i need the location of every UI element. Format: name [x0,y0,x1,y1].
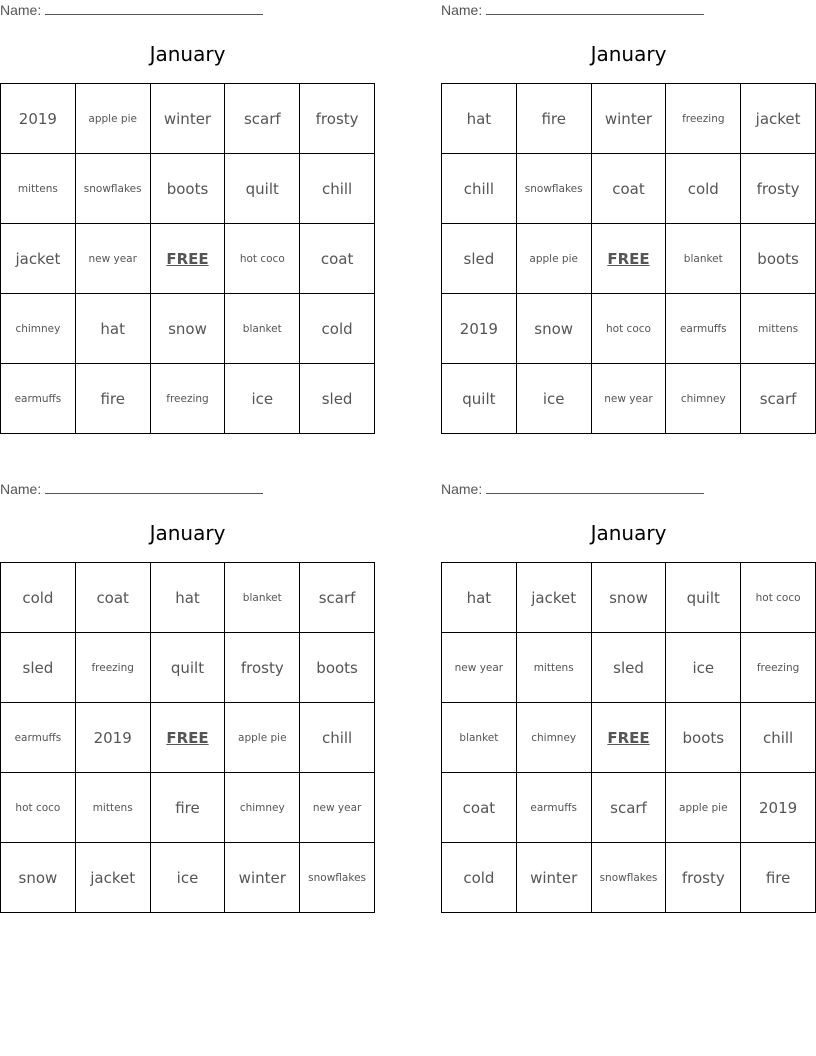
bingo-cell: snowflakes [300,843,375,913]
bingo-cell: frosty [225,633,300,703]
bingo-cell: chimney [225,773,300,843]
bingo-cell: hot coco [225,224,300,294]
bingo-cell: earmuffs [517,773,592,843]
bingo-cell: scarf [592,773,667,843]
bingo-cell: 2019 [1,84,76,154]
bingo-cell: hat [442,84,517,154]
name-label: Name: [441,481,483,497]
bingo-cell: snowflakes [592,843,667,913]
bingo-cell: snow [592,563,667,633]
bingo-cell: snow [1,843,76,913]
name-field [0,481,263,497]
name-label: Name: [0,481,42,497]
name-field [441,481,704,497]
bingo-cell: frosty [666,843,741,913]
bingo-cell: jacket [517,563,592,633]
bingo-cell: chill [741,703,816,773]
bingo-cell: cold [442,843,517,913]
name-label: Name: [441,2,483,18]
bingo-cell: quilt [442,364,517,434]
bingo-cell: sled [300,364,375,434]
bingo-cell: chill [300,703,375,773]
bingo-cell: sled [1,633,76,703]
bingo-cell: boots [300,633,375,703]
bingo-cell: chill [442,154,517,224]
name-blank-line [45,2,263,15]
free-space: FREE [592,224,667,294]
bingo-grid [0,83,375,434]
bingo-cell: chimney [666,364,741,434]
free-space: FREE [151,703,226,773]
bingo-cell: hat [151,563,226,633]
bingo-cell: new year [592,364,667,434]
card-title: January [590,521,667,545]
bingo-cell: chimney [1,294,76,364]
bingo-cell: new year [442,633,517,703]
bingo-cell: hot coco [592,294,667,364]
card-title: January [149,42,226,66]
name-blank-line [486,481,704,494]
name-field [0,2,263,18]
bingo-cell: hat [442,563,517,633]
bingo-cell: mittens [1,154,76,224]
bingo-cell: frosty [741,154,816,224]
bingo-cell: new year [300,773,375,843]
bingo-cell: snow [151,294,226,364]
bingo-cell: coat [300,224,375,294]
bingo-cell: hot coco [1,773,76,843]
bingo-cell: chimney [517,703,592,773]
bingo-cell: winter [225,843,300,913]
bingo-cell: ice [666,633,741,703]
bingo-cell: winter [592,84,667,154]
name-blank-line [45,481,263,494]
name-label: Name: [0,2,42,18]
bingo-cell: 2019 [76,703,151,773]
free-space: FREE [592,703,667,773]
bingo-cell: scarf [300,563,375,633]
bingo-cell: boots [151,154,226,224]
bingo-cell: apple pie [76,84,151,154]
bingo-cell: hot coco [741,563,816,633]
bingo-cell: apple pie [517,224,592,294]
bingo-cell: fire [517,84,592,154]
bingo-card-1 [0,0,375,440]
bingo-cell: quilt [666,563,741,633]
bingo-cell: freezing [666,84,741,154]
bingo-cell: earmuffs [1,364,76,434]
card-title: January [590,42,667,66]
bingo-cell: apple pie [666,773,741,843]
bingo-card-2 [441,0,816,440]
bingo-cell: coat [76,563,151,633]
bingo-grid [441,562,816,913]
bingo-cell: winter [517,843,592,913]
bingo-cell: winter [151,84,226,154]
bingo-cell: fire [741,843,816,913]
bingo-cell: snow [517,294,592,364]
bingo-cell: apple pie [225,703,300,773]
bingo-cell: earmuffs [666,294,741,364]
bingo-cell: jacket [741,84,816,154]
name-blank-line [486,2,704,15]
bingo-cell: quilt [225,154,300,224]
bingo-cell: ice [225,364,300,434]
bingo-cell: jacket [76,843,151,913]
name-field [441,2,704,18]
bingo-cell: quilt [151,633,226,703]
bingo-cell: fire [76,364,151,434]
bingo-cell: coat [442,773,517,843]
bingo-cell: 2019 [741,773,816,843]
bingo-cell: freezing [741,633,816,703]
bingo-cell: cold [666,154,741,224]
bingo-grid [441,83,816,434]
bingo-cell: new year [76,224,151,294]
bingo-cell: mittens [517,633,592,703]
bingo-cell: mittens [76,773,151,843]
bingo-card-3 [0,479,375,919]
bingo-cell: 2019 [442,294,517,364]
bingo-cell: chill [300,154,375,224]
bingo-cell: jacket [1,224,76,294]
bingo-cell: freezing [76,633,151,703]
bingo-cell: ice [517,364,592,434]
card-title: January [149,521,226,545]
bingo-cell: frosty [300,84,375,154]
bingo-cell: ice [151,843,226,913]
bingo-cell: hat [76,294,151,364]
bingo-cell: boots [666,703,741,773]
bingo-cell: earmuffs [1,703,76,773]
bingo-cell: fire [151,773,226,843]
bingo-grid [0,562,375,913]
bingo-cell: coat [592,154,667,224]
bingo-cell: boots [741,224,816,294]
bingo-cell: scarf [225,84,300,154]
bingo-cell: blanket [666,224,741,294]
bingo-cell: cold [1,563,76,633]
bingo-cell: freezing [151,364,226,434]
bingo-cell: scarf [741,364,816,434]
bingo-cell: mittens [741,294,816,364]
bingo-cell: cold [300,294,375,364]
free-space: FREE [151,224,226,294]
bingo-cell: blanket [225,294,300,364]
bingo-cell: sled [592,633,667,703]
bingo-cell: blanket [442,703,517,773]
bingo-cell: sled [442,224,517,294]
bingo-cell: snowflakes [76,154,151,224]
bingo-card-4 [441,479,816,919]
bingo-cell: blanket [225,563,300,633]
bingo-cell: snowflakes [517,154,592,224]
